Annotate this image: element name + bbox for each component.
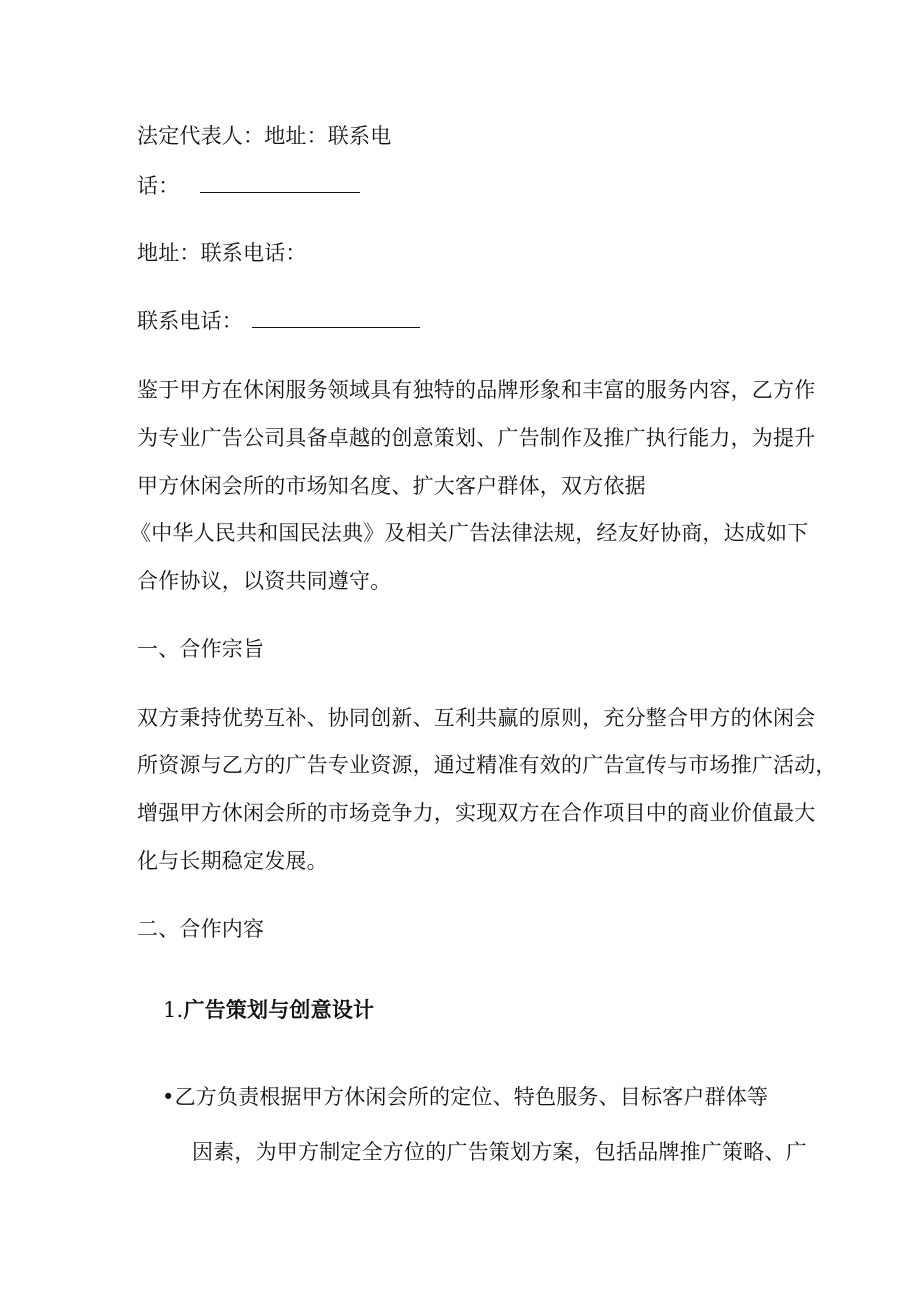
- subsection-number: 1.: [163, 998, 184, 1022]
- subsection-heading: [163, 995, 374, 1025]
- bullet-text: 乙方负责根据甲方休闲会所的定位、特色服务、目标客户群体等: [174, 1085, 769, 1109]
- header-line-2: [137, 171, 360, 201]
- bullet-continuation: 因素，为甲方制定全方位的广告策划方案，包括品牌推广策略、广: [192, 1140, 807, 1164]
- contact-phone-label: 联系电话：: [137, 309, 243, 333]
- section-1-title: 一、合作宗旨: [137, 637, 265, 661]
- preamble-line: 鉴于甲方在休闲服务领域具有独特的品牌形象和丰富的服务内容，乙方作: [137, 378, 816, 402]
- subsection-title: 广告策划与创意设计: [183, 998, 375, 1022]
- header-line-1: 法定代表人：地址：联系电: [137, 124, 392, 148]
- header-line-4: [137, 306, 420, 336]
- section-1-line: 增强甲方休闲会所的市场竞争力，实现双方在合作项目中的商业价值最大: [137, 801, 816, 825]
- preamble-line: 甲方休闲会所的市场知名度、扩大客户群体，双方依据: [137, 474, 646, 498]
- contact-phone-blank-line: [252, 307, 420, 328]
- section-1-line: 所资源与乙方的广告专业资源，通过精准有效的广告宣传与市场推广活动，: [137, 753, 837, 777]
- section-2-title: 二、合作内容: [137, 917, 265, 941]
- preamble-line: 合作协议，以资共同遵守。: [137, 569, 392, 593]
- preamble-line: 为专业广告公司具备卓越的创意策划、广告制作及推广执行能力，为提升: [137, 426, 816, 450]
- bullet-icon: •: [162, 1085, 175, 1109]
- header-line-3: 地址：联系电话：: [137, 241, 307, 265]
- bullet-item: [162, 1082, 768, 1112]
- section-1-line: 化与长期稳定发展。: [137, 849, 328, 873]
- phone-blank-line: [200, 172, 360, 193]
- section-1-line: 双方秉持优势互补、协同创新、互利共赢的原则，充分整合甲方的休闲会: [137, 706, 816, 730]
- phone-label: 话：: [137, 174, 180, 198]
- preamble-line: 《中华人民共和国民法典》及相关广告法律法规，经友好协商，达成如下: [130, 521, 809, 545]
